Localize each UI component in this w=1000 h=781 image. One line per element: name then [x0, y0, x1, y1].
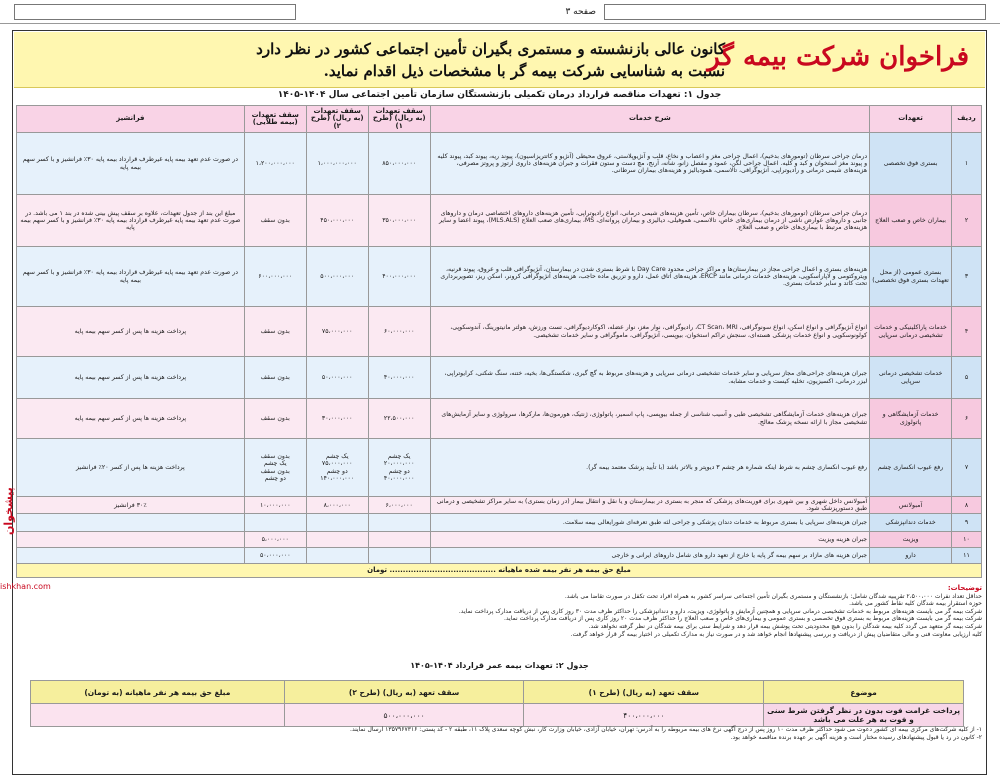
notes-title: توضیحات: — [947, 584, 982, 592]
table-row: ۶ خدمات آزمایشگاهی و پاتولوژی جبران هزینه‌های خدمات آزمایشگاهی تشخیصی طبی و آسیب شناسی از جمله بیوپسی، پاپ اسمیر، پاتولوژی، ژنتیک، هورمون‌ها، مارکرها، سرولوژی و سایر آزمایش‌های تشخیصی مجاز با ارائه نسخه پزشک معالج. ۲۲،۵۰۰،۰۰۰ ۳۰،۰۰۰،۰۰۰ بدون سقف پرداخت هزینه ها پس از کسر سهم بیمه پایه — [17, 399, 982, 439]
th-desc: شرح خدمات — [430, 106, 869, 133]
top-strip-right — [565, 4, 986, 20]
footer-line1: ۱- از کلیه شرکت‌های مرکزی بیمه ای کشور دعوت می شود حداکثر ظرف مدت ۱۰ روز پس از درج آگهی نرخ های بیمه مربوطه را به آدرس: تهران، خیابان آزادی، خیابان وزارت کار، نبش کوچه سعدی پلاک ۱۱، طبقه ۲ - کد پستی: ۱۳۵۷۹۶۷۳۱۶ ارسال نمایند. — [350, 726, 982, 733]
ad-header-line1: کانون عالی بازنشسته و مستمری بگیران تأمین اجتماعی کشور در نظر دارد — [256, 40, 725, 58]
table1 — [16, 105, 982, 578]
table-row: ۱۰ ویزیت جبران هزینه ویزیت ۵،۰۰۰،۰۰۰ — [17, 532, 982, 548]
table-row: ۲ بیماران خاص و صعب العلاج درمان جراحی سرطان (تومورهای بدخیم)، سرطان بیماران خاص، تأمین هزینه‌های شیمی درمانی، انواع رادیوتراپی، تأمین هزینه‌های داروهای اختصاصی درمان و داروهای جانبی و داروهای عوارض ناشی از درمان بیماری‌های خاص، تالاسمی، هموفیلی، دیالیزی و بیماران پروانه‌ای، MS، بیماری‌های صعب العلاج (MLS.ALS)، پیوند اعضا و سایر هزینه‌های مرتبط با بیماری‌های خاص و صعب العلاج. ۳۵۰،۰۰۰،۰۰۰ ۴۵۰،۰۰۰،۰۰۰ بدون سقف مبلغ این بند از جدول تعهدات، علاوه بر سقف پیش بینی شده در بند ۱ می باشد. در صورت عدم تعهد بیمه پایه غیرطرف قرارداد بیمه پایه ۳۰٪ فرانشیز و با کسر سهم بیمه پایه — [17, 195, 982, 247]
note-line: شرکت بیمه گر می بایست هزینه‌های مربوط به خدمات تشخیصی درمانی سرپایی و همچنین آزمایش و پاتولوژی، ویزیت، دارو و دندانپزشکی را حداکثر ظرف مدت ۳۰ روز کاری پس از دریافت مدارک پرداخت نماید. — [458, 607, 982, 615]
eye-gold: بدون سقف یک چشم بدون سقف دو چشم — [244, 439, 306, 497]
table1-header-row — [17, 106, 982, 133]
table-row: ۳ بستری عمومی (از محل تعهدات بستری فوق تخصصی) هزینه‌های بستری و اعمال جراحی مجاز در بیمارستان‌ها و مراکز جراحی محدود Day Care با شرط بستری شدن در بیمارستان، آنژیوگرافی قلب و عروق، پیوند قرنیه، ویتروکتومی و لاپاراسکوپی، هزینه‌های خدمات درمانی مانند ERCP، هزینه‌های اتاق عمل، دارو و تزریق ماده حاجب، هزینه‌های آنژیوگرافی کرونر، اسکن ریز، تصویربرداری تحت کاتد و سایر خدمات بستری. ۴۰۰،۰۰۰،۰۰۰ ۵۰۰،۰۰۰،۰۰۰ ۶۰۰،۰۰۰،۰۰۰ در صورت عدم تعهد بیمه پایه غیرطرف قرارداد بیمه پایه ۳۰٪ فرانشیز و با کسر سهم بیمه پایه — [17, 247, 982, 307]
eye-p2: یک چشم ۷۵،۰۰۰،۰۰۰ دو چشم ۱۴۰،۰۰۰،۰۰۰ — [306, 439, 368, 497]
top-box-left — [14, 4, 296, 20]
th-gold: سقف تعهدات (بیمه طلایی) — [244, 106, 306, 133]
ad-header-text — [256, 38, 725, 82]
table-row: ۵ خدمات تشخیصی درمانی سرپایی جبران هزینه‌های جراحی‌های مجاز سرپایی و سایر خدمات تشخیصی درمانی سرپایی و هزینه‌های مربوط به گچ گیری، شکستگی‌ها، بخیه، ختنه، سنگ شکنی، کرایوتراپی، لیزر درمانی، اکسیزیون، تخلیه کیست و خدمات مشابه. ۴۰،۰۰۰،۰۰۰ ۵۰،۰۰۰،۰۰۰ بدون سقف پرداخت هزینه ها پس از کسر سهم بیمه پایه — [17, 357, 982, 399]
watermark-site: ishkhan.com — [0, 582, 51, 591]
footer-line2: ۲- کانون در رد یا قبول پیشنهادهای رسیده مختار است و هزینه آگهی بر عهده برنده مناقصه خواهد بود. — [730, 734, 982, 741]
table-row: پرداخت غرامت فوت بدون در نظر گرفتن شرط سنی و فوت به هر علت می باشد ۴۰۰،۰۰۰،۰۰۰ ۵۰۰،۰۰۰،۰۰۰ — [31, 704, 964, 727]
table1-caption: جدول ۱: تعهدات مناقصه قرارداد درمان تکمیلی بازنشستگان سازمان تأمین اجتماعی سال ۱۴۰۴-۱۴۰۵ — [277, 90, 722, 100]
notes — [16, 585, 982, 649]
note-line: حداقل تعداد نفرات ۲،۵۰۰،۰۰۰ تقریبیه شدگان شامل: بازنشستگان و مستمری بگیران تأمین اجتماعی سراسر کشور به همراه افراد تحت تکفل در صورت تقاضا می باشد. — [564, 592, 982, 600]
table2 — [30, 680, 964, 727]
page-number: صفحه ۳ — [565, 6, 596, 17]
table-row: ۹ خدمات دندانپزشکی جبران هزینه‌های سرپایی یا بستری مربوط به خدمات دندان پزشکی و جراحی لثه طبق تعرفه‌ای شورایعالی بیمه سلامت. — [17, 514, 982, 532]
top-box-right — [604, 4, 986, 20]
premium-row: مبلغ حق بیمه هر نفر بیمه شده ماهیانه ........................................ تومان — [17, 564, 982, 578]
table-row: ۱ بستری فوق تخصصی درمان جراحی سرطان (تومورهای بدخیم)، اعمال جراحی مغز و اعصاب و نخاع، قلب و آنژیوپلاستی، عروق محیطی (آنژیو و کاتتریزاسیون)، پیوند ریه، پیوند کبد، پیوند کلیه و پیوند مغز استخوان و کبد و کلیه. اعمال جراحی لگن، عمود و مفصل زانو، شانه، آرنج، مچ دست و ستون فقرات و جبران هزینه‌های داروی ارتوز و پروتز مصرفی، هزینه‌های شیمی درمانی و رادیوتراپی، آنژیوگرافی، تالاسمی، همودیالیز و هزینه‌های بیماران سرطانی. ۸۵۰،۰۰۰،۰۰۰ ۱،۰۰۰،۰۰۰،۰۰۰ ۱،۲۰۰،۰۰۰،۰۰۰ در صورت عدم تعهد بیمه پایه غیرطرف قرارداد بیمه پایه ۳۰٪ فرانشیز و با کسر سهم بیمه پایه — [17, 133, 982, 195]
table-row: ۱۱ دارو جبران هزینه های مازاد بر سهم بیمه گر پایه یا خارج از تعهد دارو های شامل داروهای ایرانی و خارجی ۵۰،۰۰۰،۰۰۰ — [17, 548, 982, 564]
th-p1: سقف تعهدات (به ریال) (طرح ۱) — [368, 106, 430, 133]
table2-caption: جدول ۲: تعهدات بیمه عمر قرارداد ۱۴۰۴-۱۴۰۵ — [410, 661, 589, 670]
note-line: حوزه استقرار بیمه شدگان کلیه نقاط کشور می باشد. — [849, 600, 982, 608]
top-strip — [0, 0, 1000, 24]
table-row: ۷ رفع عیوب انکساری چشم رفع عیوب انکساری چشم به شرط اینکه شماره هر چشم ۳ دیوپتر و بالاتر باشد (با تأیید پزشک معتمد بیمه گر). یک چشم ۲۰،۰۰۰،۰۰۰ دو چشم ۴۰،۰۰۰،۰۰۰ یک چشم ۷۵،۰۰۰،۰۰۰ دو چشم ۱۴۰،۰۰۰،۰۰۰ بدون سقف یک چشم بدون سقف دو چشم پرداخت هزینه ها پس از کسر ۲۰٪ فرانشیز — [17, 439, 982, 497]
footer — [16, 726, 982, 742]
ad-header — [14, 32, 985, 88]
eye-p1: یک چشم ۲۰،۰۰۰،۰۰۰ دو چشم ۴۰،۰۰۰،۰۰۰ — [368, 439, 430, 497]
note-line: شرکت بیمه گر می بایست هزینه‌های مربوط به بستری فوق تخصصی و بستری عمومی و بیماری‌های خاص و صعب العلاج را حداکثر ظرف مدت ۲۰ روز کاری پس از دریافت مدارک پرداخت نماید. — [504, 615, 982, 623]
table-row: ۴ خدمات پاراکلینیکی و خدمات تشخیصی درمانی سرپایی انواع آنژیوگرافی و انواع اسکن، انواع سونوگرافی، CT Scan، MRI، رادیوگرافی، نوار مغز، نوار عضله، اکوکاردیوگرافی، تست ورزش، هولتر مانیتورینگ، آندوسکوپی، کولونوسکوپی و انواع خدمات پزشکی هسته‌ای، سنجش تراکم استخوان، بیوپسی، آنژیوگرافی، ماموگرافی و سایر خدمات تشخیصی. ۶۰،۰۰۰،۰۰۰ ۷۵،۰۰۰،۰۰۰ بدون سقف پرداخت هزینه ها پس از کسر سهم بیمه پایه — [17, 307, 982, 357]
ad-brand-title: فراخوان شرکت بیمه گر — [707, 42, 969, 72]
note-line: کلیه ارزیابی معاونت فنی و مالی متقاضیان پیش از دریافت و بررسی پیشنهادها انجام خواهد شد و در صورت نیاز به مدارک تکمیلی در اختیار بیمه گر قرار خواهد گرفت. — [570, 630, 982, 638]
watermark-brand: پیشخوان — [2, 487, 15, 535]
note-line: شرکت بیمه گر متعهد می گردد کلیه بیمه شدگان را بدون هیچ محدودیتی تحت پوشش بیمه قرار دهد و شرایط سنی برای بیمه شدگان در نظر گرفته نخواهد شد. — [588, 622, 982, 630]
th-title: تعهدات — [870, 106, 952, 133]
ad-header-line2: نسبت به شناسایی شرکت بیمه گر با مشخصات ذیل اقدام نماید. — [323, 62, 725, 80]
table2-header-row: موضوع سقف تعهد (به ریال) (طرح ۱) سقف تعهد (به ریال) (طرح ۲) مبلغ حق بیمه هر نفر ماهیانه (به تومان) — [31, 681, 964, 704]
th-p2: سقف تعهدات (به ریال) (طرح ۲) — [306, 106, 368, 133]
th-no: ردیف — [952, 106, 982, 133]
th-franchise: فرانشیز — [17, 106, 245, 133]
table-row: ۸ آمبولانس آمبولانس داخل شهری و بین شهری برای فوریت‌های پزشکی که منجر به بستری در بیمارستان و یا نقل و انتقال بیمار (در زمان بستری) به سایر مراکز تشخیصی و درمانی طبق دستورپزشک شود. ۶،۰۰۰،۰۰۰ ۸،۰۰۰،۰۰۰ ۱۰،۰۰۰،۰۰۰ ۳۰٪ فرانشیز — [17, 497, 982, 514]
